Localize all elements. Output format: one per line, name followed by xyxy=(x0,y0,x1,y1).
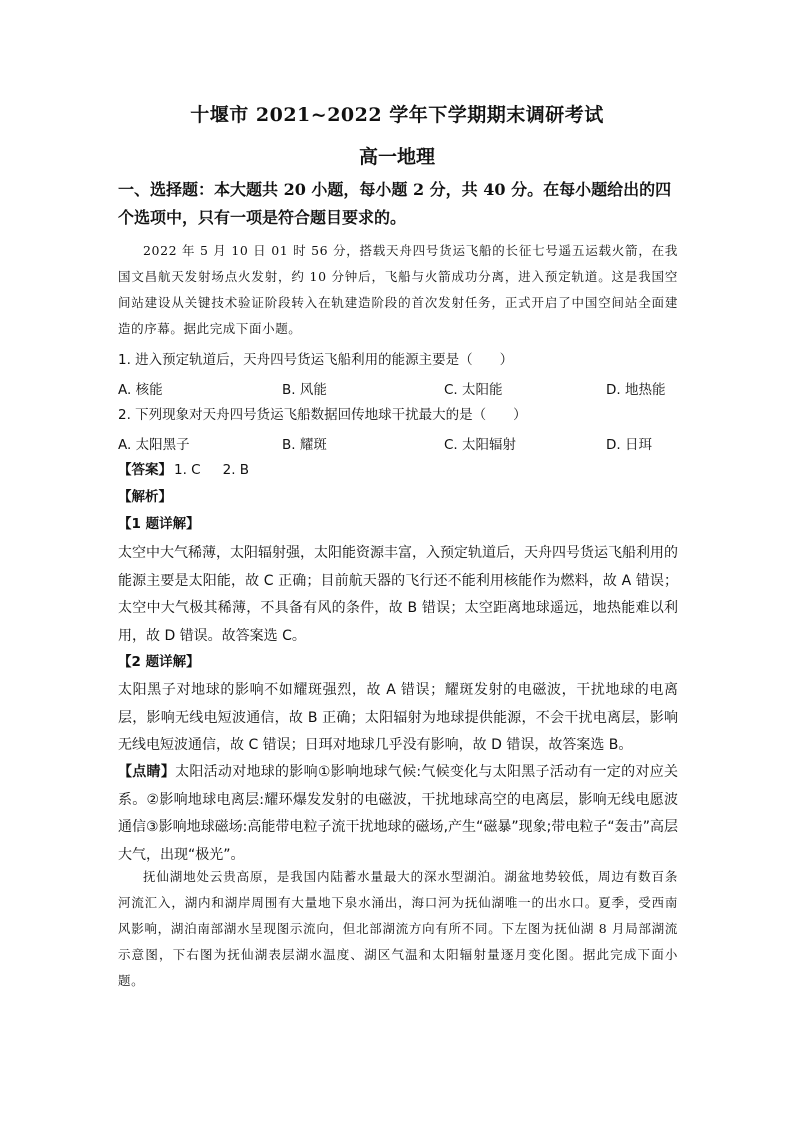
q2-option-c: C. 太阳辐射 xyxy=(444,437,517,453)
reading-passage-2: 抚仙湖地处云贵高原，是我国内陆蓄水量最大的深水型湖泊。湖盆地势较低，周边有数百条河流汇入，湖内和湖岸周围有大量地下泉水涌出，海口河为抚仙湖唯一的出水口。夏季，受西南风影响，湖泊南部湖水呈现图示流向，但北部湖流方向有所不同。下左图为抚仙湖 8 月局部湖流示意图，下右图为抚仙湖表层湖水温度、湖区气温和太阳辐射量逐月变化图。据此完成下面小题。 xyxy=(118,869,678,988)
q1-option-a: A. 核能 xyxy=(118,382,163,398)
section-heading: 一、选择题：本大题共 20 小题，每小题 2 分，共 40 分。在每小题给出的四个选项中，只有一项是符合题目要求的。 xyxy=(118,180,672,227)
question-1-stem: 1. 进入预定轨道后，天舟四号货运飞船利用的能源主要是（ ） xyxy=(118,352,514,368)
q1-option-b: B. 风能 xyxy=(282,382,327,398)
answer-2: 2. B xyxy=(222,462,250,478)
question-1-options xyxy=(118,378,678,398)
detail-2-text: 太阳黑子对地球的影响不如耀斑强烈，故 A 错误；耀斑发射的电磁波，干扰地球的电离层，影响无线电短波通信，故 B 正确；太阳辐射为地球提供能源，不会干扰电离层，影响无线电短波通信，故 C 错误；日珥对地球几乎没有影响，故 D 错误，故答案选 B。 xyxy=(118,682,678,753)
q2-option-a: A. 太阳黑子 xyxy=(118,437,190,453)
q1-option-d: D. 地热能 xyxy=(606,382,666,398)
answer-1: 1. C xyxy=(174,462,201,478)
analysis-label: 【解析】 xyxy=(118,489,172,505)
q2-option-b: B. 耀斑 xyxy=(282,437,327,453)
q1-option-c: C. 太阳能 xyxy=(444,382,503,398)
exam-subtitle: 高一地理 xyxy=(358,146,435,168)
exam-title: 十堰市 2021~2022 学年下学期期末调研考试 xyxy=(190,104,604,126)
detail-1-text: 太空中大气稀薄，太阳辐射强，太阳能资源丰富，入预定轨道后，天舟四号货运飞船利用的能源主要是太阳能，故 C 正确；目前航天器的飞行还不能利用核能作为燃料，故 A 错误；太空中大气极其稀薄，不具备有风的条件，故 B 错误；太空距离地球遥远，地热能难以利用，故 D 错误。故答案选 C。 xyxy=(118,545,678,644)
answer-line xyxy=(118,460,249,480)
tip-text: 太阳活动对地球的影响①影响地球气候:气候变化与太阳黑子活动有一定的对应关系。②影响地球电离层:耀环爆发发射的电磁波，干扰地球高空的电离层，影响无线电愿波通信③影响地球磁场:高能带电粒子流干扰地球的磁场,产生“磁暴”现象;带电粒子“轰击”高层大气，出现“极光”。 xyxy=(118,764,679,863)
detail-1-label: 【1 题详解】 xyxy=(118,516,200,532)
answer-label: 【答案】 xyxy=(118,462,172,478)
reading-passage-1: 2022 年 5 月 10 日 01 时 56 分，搭载天舟四号货运飞船的长征七号遥五运载火箭，在我国文昌航天发射场点火发射，约 10 分钟后，飞船与火箭成功分离，进入预定轨道。这是我国空间站建设从关键技术验证阶段转入在轨建造阶段的首次发射任务，正式开启了中国空间站全面建造的序幕。据此完成下面小题。 xyxy=(118,243,678,336)
tip-block xyxy=(118,759,678,869)
question-2-stem: 2. 下列现象对天舟四号货运飞船数据回传地球干扰最大的是（ ） xyxy=(118,407,527,423)
question-2-options xyxy=(118,433,678,453)
q2-option-d: D. 日珥 xyxy=(606,437,652,453)
detail-2-label: 【2 题详解】 xyxy=(118,654,200,670)
tip-label: 【点睛】 xyxy=(118,764,176,780)
